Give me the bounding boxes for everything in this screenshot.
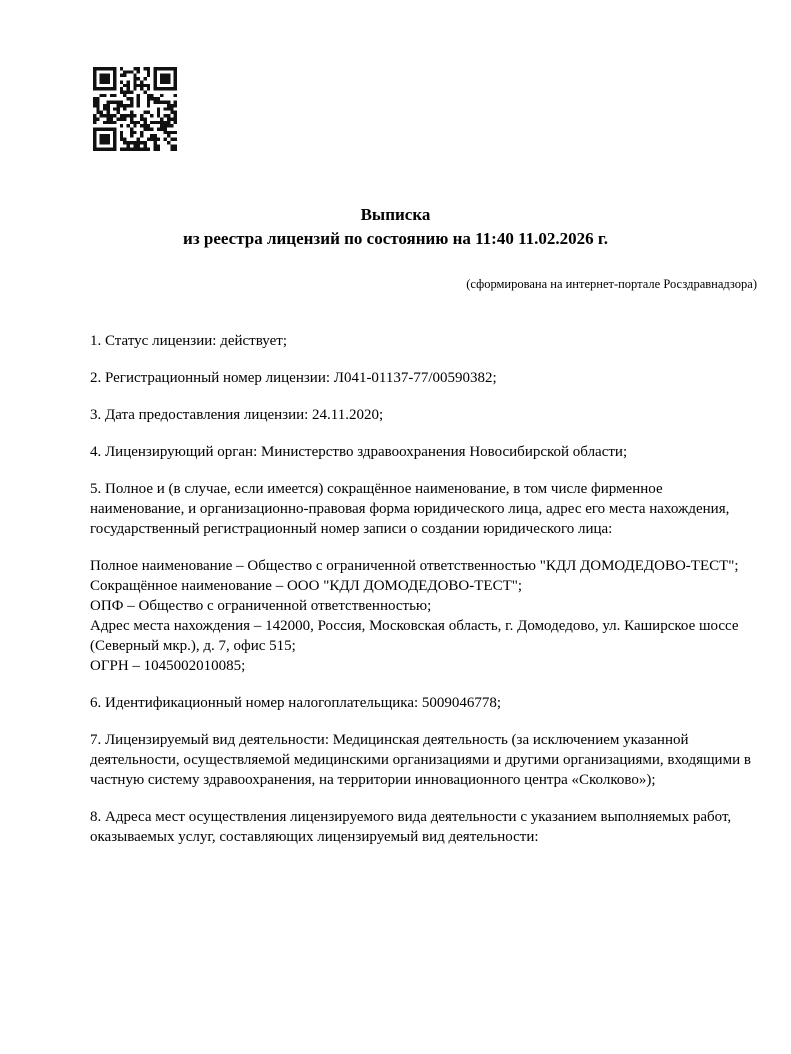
item-4-licensing-authority: 4. Лицензирующий орган: Министерство здравоохранения Новосибирской области; [90, 444, 628, 460]
item-6-taxpayer-number: 6. Идентификационный номер налогоплательщика: 5009046778; [90, 695, 502, 711]
qr-code [93, 67, 177, 151]
title-line-2: из реестра лицензий по состоянию на 11:40 11.02.2026 г. [183, 229, 608, 248]
company-short-name: Сокращённое наименование – ООО "КДЛ ДОМОДЕДОВО-ТЕСТ"; [90, 578, 523, 594]
item-8-activity-addresses-heading: 8. Адреса мест осуществления лицензируемого вида деятельности с указанием выполняемых работ, оказываемых услуг, составляющих лицензируемый вид деятельности: [90, 809, 732, 845]
company-legal-form: ОПФ – Общество с ограниченной ответственностью; [90, 598, 432, 614]
company-details-block [90, 556, 760, 676]
item-5-legal-entity-heading: 5. Полное и (в случае, если имеется) сокращённое наименование, в том числе фирменное наименование, и организационно-правовая форма юридического лица, адрес его места нахождения, государственный регистрационный номер записи о создании юридического лица: [90, 481, 730, 537]
company-full-name: Полное наименование – Общество с ограниченной ответственностью "КДЛ ДОМОДЕДОВО-ТЕСТ"; [90, 558, 739, 574]
company-address: Адрес места нахождения – 142000, Россия, Московская область, г. Домодедово, ул. Каширское шоссе (Северный мкр.), д. 7, офис 515; [90, 618, 739, 654]
item-3-grant-date: 3. Дата предоставления лицензии: 24.11.2020; [90, 407, 384, 423]
item-7-licensed-activity: 7. Лицензируемый вид деятельности: Медицинская деятельность (за исключением указанной деятельности, осуществляемой медицинскими организациями и другими организациями, входящими в частную систему здравоохранения, на территории инновационного центра «Сколково»); [90, 732, 751, 788]
item-1-license-status: 1. Статус лицензии: действует; [90, 333, 287, 349]
item-2-registration-number: 2. Регистрационный номер лицензии: Л041-01137-77/00590382; [90, 370, 497, 386]
document-title [0, 203, 791, 251]
title-line-1: Выписка [360, 205, 431, 224]
document-body [90, 331, 760, 864]
company-ogrn: ОГРН – 1045002010085; [90, 658, 246, 674]
formed-on-portal-note: (сформирована на интернет-портале Росздравнадзора) [466, 277, 757, 291]
